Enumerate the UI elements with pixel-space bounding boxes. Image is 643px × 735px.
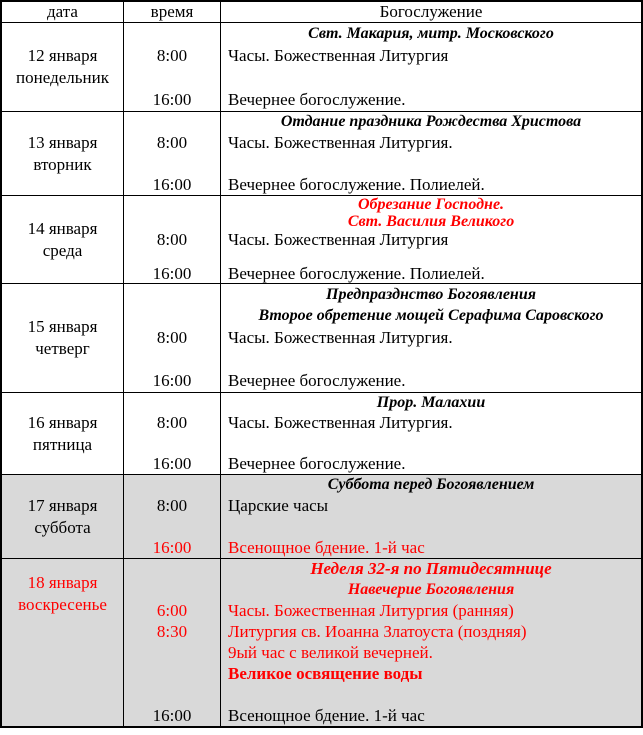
- feast-title: Обрезание Господне.: [357, 196, 505, 213]
- time-value: 6:00: [156, 601, 188, 621]
- service-line: Литургия св. Иоанна Златоуста (поздняя): [228, 622, 527, 642]
- time-value: 8:00: [156, 413, 188, 433]
- date-cell: [2, 284, 123, 392]
- feast-title: Второе обретение мощей Серафима Саровского: [258, 307, 604, 325]
- feast-title: Свт. Макария, митр. Московского: [308, 25, 554, 42]
- date-cell: [2, 196, 123, 283]
- service-cell: [220, 112, 641, 195]
- time-value: 8:00: [156, 46, 188, 65]
- blank-line: [221, 67, 641, 89]
- feast-title: Прор. Малахии: [376, 394, 486, 412]
- service-line: Вечернее богослужение.: [228, 90, 406, 109]
- service-line: 9ый час с великой вечерней.: [228, 642, 433, 662]
- time-value: 8:00: [156, 133, 188, 153]
- date-line2: пятница: [32, 434, 93, 454]
- blank-line: [124, 643, 220, 664]
- blank-line: [221, 517, 641, 538]
- service-cell: [220, 23, 641, 111]
- blank-line: [124, 248, 220, 265]
- time-cell: [123, 23, 220, 111]
- service-line: Всенощное бдение. 1-й час: [228, 705, 425, 725]
- time-value: 16:00: [152, 705, 192, 725]
- time-value: 8:00: [156, 496, 188, 516]
- date-line2: понедельник: [16, 68, 109, 87]
- date-line2: воскресенье: [18, 595, 107, 614]
- feast-title: Отдание праздника Рождества Христова: [280, 113, 582, 131]
- feast-title: Суббота перед Богоявлением: [327, 476, 535, 494]
- time-cell: [123, 196, 220, 283]
- date-line1: 12 января: [27, 46, 98, 65]
- service-line: Часы. Божественная Литургия: [228, 46, 449, 65]
- date-line1: 15 января: [27, 317, 98, 336]
- date-cell: [2, 559, 123, 726]
- blank-line: [221, 248, 641, 265]
- row-12-january: [2, 22, 641, 111]
- date-cell: [2, 475, 123, 558]
- time-cell: [123, 112, 220, 195]
- service-line: Часы. Божественная Литургия.: [228, 327, 453, 347]
- row-17-january: [2, 474, 641, 558]
- service-cell: [220, 559, 641, 726]
- blank-line: [124, 349, 220, 371]
- time-value: 8:00: [156, 327, 188, 347]
- date-line1: 14 января: [27, 218, 98, 238]
- blank-line: [221, 684, 641, 705]
- date-cell: [2, 393, 123, 474]
- service-line: Вечернее богослужение.: [228, 453, 406, 473]
- service-cell: [220, 393, 641, 474]
- service-line: Всенощное бдение. 1-й час: [228, 537, 425, 557]
- time-value: 8:30: [156, 622, 188, 642]
- service-line: Вечернее богослужение. Полиелей.: [228, 174, 485, 194]
- header-service: Богослужение: [220, 2, 641, 22]
- feast-title: Неделя 32-я по Пятидесятнице: [310, 559, 552, 579]
- time-cell: [123, 393, 220, 474]
- date-line2: среда: [42, 240, 83, 260]
- service-line: Великое освящение воды: [228, 663, 423, 683]
- row-14-january: [2, 195, 641, 283]
- feast-title: Навечерие Богоявления: [347, 581, 515, 599]
- service-line: Вечернее богослужение.: [228, 371, 406, 391]
- time-value: 16:00: [152, 371, 192, 391]
- blank-line: [124, 154, 220, 175]
- blank-line: [221, 349, 641, 371]
- feast-title: Свт. Василия Великого: [347, 213, 515, 231]
- header-time: время: [123, 2, 220, 22]
- blank-line: [124, 663, 220, 684]
- blank-line: [124, 393, 220, 413]
- service-line: Часы. Божественная Литургия: [228, 229, 449, 249]
- time-value: 16:00: [152, 174, 192, 194]
- header-date: дата: [47, 2, 78, 21]
- row-13-january: [2, 111, 641, 195]
- blank-line: [124, 684, 220, 705]
- blank-line: [221, 154, 641, 175]
- date-line2: суббота: [34, 517, 91, 537]
- date-cell: [2, 112, 123, 195]
- time-value: 16:00: [152, 264, 192, 283]
- row-15-january: [2, 283, 641, 392]
- time-value: 16:00: [152, 537, 192, 557]
- service-line: Часы. Божественная Литургия.: [228, 133, 453, 153]
- blank-line: [124, 434, 220, 454]
- time-cell: [123, 559, 220, 726]
- service-cell: [220, 196, 641, 283]
- blank-line: [124, 112, 220, 133]
- date-line2: вторник: [33, 154, 92, 174]
- date-cell: [2, 23, 123, 111]
- date-line1: 13 января: [27, 132, 98, 152]
- row-16-january: [2, 392, 641, 474]
- date-line1: 18 января: [27, 573, 98, 592]
- blank-line: [221, 434, 641, 454]
- feast-title: Предпразднство Богоявления: [326, 285, 536, 303]
- blank-line: [124, 475, 220, 496]
- blank-line: [124, 284, 220, 306]
- date-line1: 16 января: [27, 412, 98, 432]
- blank-line: [124, 517, 220, 538]
- date-line2: четверг: [35, 339, 90, 358]
- service-cell: [220, 284, 641, 392]
- time-value: 16:00: [152, 453, 192, 473]
- time-value: 16:00: [152, 90, 192, 109]
- time-cell: [123, 284, 220, 392]
- blank-line: [124, 580, 220, 601]
- row-18-january: [2, 558, 641, 726]
- service-line: Часы. Божественная Литургия.: [228, 413, 453, 433]
- time-value: 8:00: [156, 229, 188, 249]
- blank-line: [124, 196, 220, 213]
- service-cell: [220, 475, 641, 558]
- blank-line: [124, 559, 220, 580]
- blank-line: [124, 306, 220, 328]
- blank-line: [124, 23, 220, 45]
- header-row: [2, 2, 641, 22]
- date-line1: 17 января: [27, 495, 98, 515]
- service-line: Вечернее богослужение. Полиелей.: [228, 264, 485, 283]
- time-cell: [123, 475, 220, 558]
- blank-line: [124, 67, 220, 89]
- service-line: Царские часы: [228, 496, 329, 516]
- service-line: Часы. Божественная Литургия (ранняя): [228, 601, 514, 621]
- blank-line: [124, 213, 220, 230]
